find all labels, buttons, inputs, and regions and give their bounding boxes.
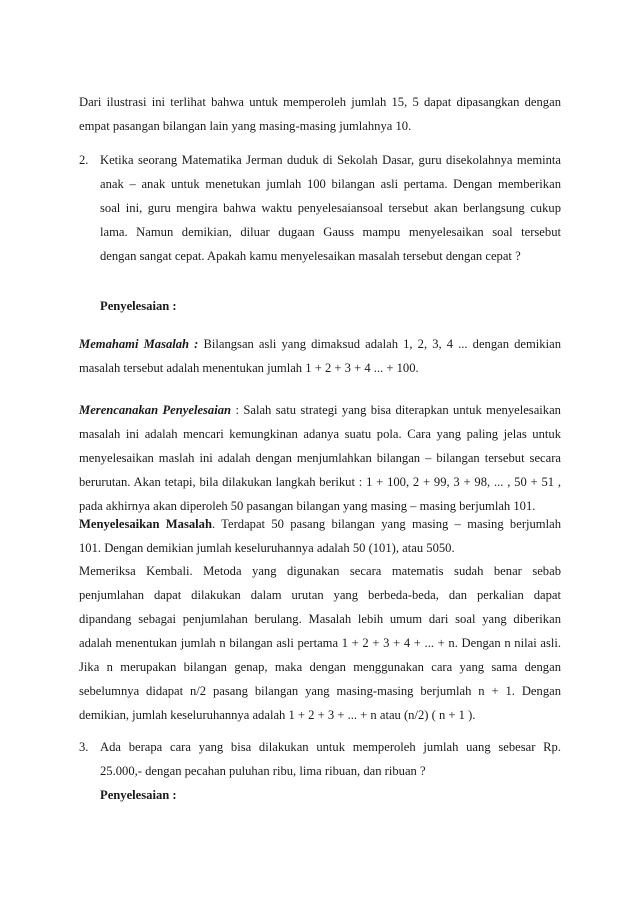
merencanakan-line-3: menyelesaikan maslah ini adalah dengan menjumlahkan bilangan – bilangan tersebut secara [79,451,561,465]
question-3-number: 3. [79,740,89,754]
question-2-solution-heading-block [79,294,561,318]
memeriksa-line-6: sebelumnya didapat n/2 pasang bilangan yang masing-masing berjumlah n + 1. Dengan [79,684,561,698]
memahami-line-1: Bilangsan asli yang dimaksud adalah 1, 2, 3, 4 ... dengan demikian [198,337,561,351]
question-2-line-4: lama. Namun demikian, diluar dugaan Gauss mampu menyelesaikan soal tersebut [100,225,561,239]
memeriksa-line-3: dipandang sebagai penjumlahan berulang. Masalah lebih umum dari soal yang diberikan [79,612,561,626]
question-3 [79,735,561,807]
memeriksa-line-5: Jika n merupakan bilangan genap, maka dengan menggunakan cara yang sama dengan [79,660,561,674]
menyelesaikan-line-2: 101. Dengan demikian jumlah keseluruhannya adalah 50 (101), atau 5050. [79,541,455,555]
question-2-line-3: soal ini, guru mengira bahwa waktu penyelesaiansoal tersebut akan berlangsung cukup [100,201,561,215]
question-3-solution-heading: Penyelesaian : [100,788,177,802]
question-3-line-2: 25.000,- dengan pecahan puluhan ribu, lima ribuan, dan ribuan ? [100,764,426,778]
intro-line-2: empat pasangan bilangan lain yang masing-masing jumlahnya 10. [79,119,412,133]
question-3-line-1: Ada berapa cara yang bisa dilakukan untuk memperoleh jumlah uang sebesar Rp. [100,740,561,754]
question-2-solution-heading: Penyelesaian : [100,299,177,313]
memeriksa-line-2: penjumlahan dapat dilakukan dalam urutan yang berbeda-beda, dan perkalian dapat [79,588,561,602]
memeriksa-line-1: Memeriksa Kembali. Metoda yang digunakan secara matematis sudah benar sebab [79,564,561,578]
memahami-paragraph [79,332,561,380]
merencanakan-label: Merencanakan Penyelesaian [79,403,232,417]
memahami-label: Memahami Masalah : [79,337,199,351]
question-2-number: 2. [79,153,89,167]
merencanakan-paragraph [79,398,561,518]
merencanakan-line-2: masalah ini adalah mencari kemungkinan adanya suatu pola. Cara yang paling jelas untuk [79,427,561,441]
memeriksa-line-7: demikian, jumlah keseluruhannya adalah 1 + 2 + 3 + ... + n atau (n/2) ( n + 1 ). [79,708,476,722]
question-2-line-2: anak – anak untuk menetukan jumlah 100 bilangan asli pertama. Dengan memberikan [100,177,561,191]
memeriksa-paragraph [79,559,561,727]
question-2-line-5: dengan sangat cepat. Apakah kamu menyelesaikan masalah tersebut dengan cepat ? [100,249,521,263]
memeriksa-line-4: adalah menentukan jumlah n bilangan asli pertama 1 + 2 + 3 + 4 + ... + n. Dengan n nilai asli. [79,636,561,650]
menyelesaikan-paragraph [79,512,561,560]
merencanakan-line-5: pada akhirnya akan diperoleh 50 pasangan bilangan yang masing – masing berjumlah 101. [79,499,536,513]
question-2-line-1: Ketika seorang Matematika Jerman duduk di Sekolah Dasar, guru disekolahnya meminta [100,153,561,167]
intro-paragraph [79,90,561,138]
menyelesaikan-line-1: . Terdapat 50 pasang bilangan yang masing – masing berjumlah [211,517,561,531]
menyelesaikan-label: Menyelesaikan Masalah [79,517,212,531]
merencanakan-line-1: : Salah satu strategi yang bisa diterapkan untuk menyelesaikan [231,403,561,417]
intro-line-1: Dari ilustrasi ini terlihat bahwa untuk memperoleh jumlah 15, 5 dapat dipasangkan dengan [79,95,561,109]
question-2 [79,148,561,268]
merencanakan-line-4: berurutan. Akan tetapi, bila dilakukan langkah berikut : 1 + 100, 2 + 99, 3 + 98, ... , 50 + 51 , [79,475,561,489]
memahami-line-2: masalah tersebut adalah menentukan jumlah 1 + 2 + 3 + 4 ... + 100. [79,361,419,375]
